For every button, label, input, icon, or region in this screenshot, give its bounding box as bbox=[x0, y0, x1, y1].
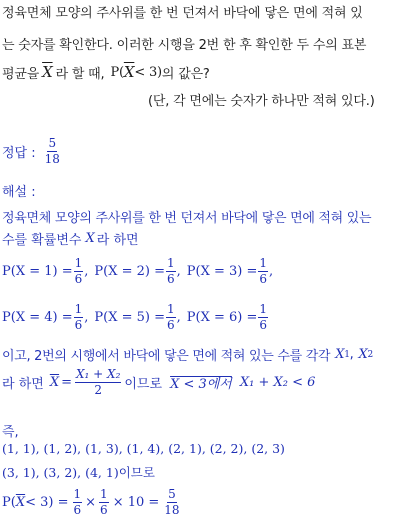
prob-open: P( bbox=[110, 64, 124, 80]
prob-condition: < 3) bbox=[134, 64, 162, 80]
final-result-den: 18 bbox=[164, 502, 180, 517]
solution-line-2 bbox=[2, 229, 139, 248]
final-times: × bbox=[85, 494, 97, 510]
final-result-fraction bbox=[163, 488, 180, 516]
solution-label: 해설 : bbox=[2, 185, 36, 200]
prob-num-3: 1 bbox=[259, 256, 268, 270]
solution-line-5 bbox=[2, 345, 373, 364]
mean-numerator: X₁ + X₂ bbox=[75, 367, 121, 381]
final-computation bbox=[2, 488, 182, 516]
question-line-1: 정육면체 모양의 주사위를 한 번 던져서 바닥에 닿은 면에 적혀 있 bbox=[2, 6, 363, 21]
question-line-3-end: 의 값은? bbox=[161, 66, 210, 82]
prob-den-6: 6 bbox=[259, 317, 268, 332]
answer-numerator: 5 bbox=[48, 136, 57, 150]
solution-line-6-mid: 이므로 bbox=[124, 376, 163, 392]
solution-pairs-line-1: (1, 1), (1, 2), (1, 3), (1, 4), (2, 1), (2, 2), (2, 3) bbox=[2, 441, 285, 456]
x2-subscript: 2 bbox=[367, 349, 373, 360]
x1-subscript: 1 bbox=[344, 349, 350, 360]
prob-den-3: 6 bbox=[259, 271, 268, 286]
prob-expr-2: P(X = 2) = bbox=[94, 263, 165, 279]
prob-expr-3: P(X = 3) = bbox=[186, 263, 258, 279]
prob-row-2 bbox=[2, 303, 269, 331]
question-line-3-pre: 평균을 bbox=[2, 66, 40, 82]
solution-line-6 bbox=[2, 368, 315, 396]
prob-frac-5 bbox=[166, 303, 176, 331]
equals-sign: = bbox=[61, 374, 72, 390]
final-f2-den: 6 bbox=[100, 502, 108, 517]
answer-fraction bbox=[44, 137, 61, 165]
prob-frac-4 bbox=[74, 303, 84, 331]
prob-row-1 bbox=[2, 257, 273, 285]
sum-inequality: X₁ + X₂ < 6 bbox=[239, 374, 316, 390]
random-variable-symbol: X bbox=[85, 231, 95, 246]
final-prob-open: P( bbox=[2, 494, 16, 510]
question-line-2: 는 숫자를 확인한다. 이러한 시행을 2번 한 후 확인한 두 수의 표본 bbox=[2, 38, 367, 53]
answer-row bbox=[2, 137, 62, 165]
prob-den-5: 6 bbox=[167, 317, 175, 332]
prob-frac-6 bbox=[258, 303, 268, 331]
solution-line-5-pre: 이고, 2번의 시행에서 바닥에 닿은 면에 적혀 있는 수를 각각 bbox=[2, 349, 331, 364]
prob-sep-3: , bbox=[269, 263, 274, 279]
prob-num-5: 1 bbox=[167, 302, 175, 316]
answer-denominator: 18 bbox=[44, 151, 60, 166]
prob-sep-4: , bbox=[84, 309, 89, 325]
final-f1-num: 1 bbox=[73, 487, 82, 501]
final-condition: < 3) = bbox=[25, 494, 69, 510]
prob-sep-1: , bbox=[84, 263, 89, 279]
prob-num-2: 1 bbox=[167, 256, 175, 270]
prob-num-1: 1 bbox=[74, 256, 83, 270]
x-separator: , bbox=[349, 347, 354, 362]
prob-frac-1 bbox=[74, 257, 84, 285]
prob-expr-5: P(X = 5) = bbox=[94, 309, 165, 325]
question-note: (단, 각 면에는 숫자가 하나만 적혀 있다.) bbox=[148, 94, 375, 109]
xbar-condition: X < 3에서 bbox=[170, 376, 232, 392]
answer-label: 정답 : bbox=[2, 145, 36, 161]
prob-expr-6: P(X = 6) = bbox=[186, 309, 258, 325]
solution-line-7: 즉, bbox=[2, 425, 19, 440]
final-xbar-symbol: $\overline{X}$ bbox=[15, 494, 26, 510]
sample-mean-symbol: $\overline{X}$ bbox=[42, 63, 53, 81]
prob-den-4: 6 bbox=[74, 317, 83, 332]
question-line-3-post: 라 할 때, bbox=[55, 66, 105, 82]
final-f2-num: 1 bbox=[100, 487, 108, 501]
xbar-symbol: $\overline{X}$ bbox=[49, 374, 60, 390]
final-result-num: 5 bbox=[168, 487, 176, 501]
prob-den-1: 6 bbox=[74, 271, 83, 286]
prob-num-6: 1 bbox=[259, 302, 268, 316]
solution-line-1: 정육면체 모양의 주사위를 한 번 던져서 바닥에 닿은 면에 적혀 있는 bbox=[2, 211, 372, 226]
mean-denominator: 2 bbox=[94, 382, 102, 397]
final-frac-2 bbox=[99, 488, 109, 516]
solution-line-6-pre: 라 하면 bbox=[2, 376, 44, 392]
final-f1-den: 6 bbox=[73, 502, 82, 517]
mean-fraction bbox=[75, 368, 121, 396]
solution-line-2-pre: 수를 확률변수 bbox=[2, 233, 82, 248]
final-frac-1 bbox=[73, 488, 83, 516]
prob-den-2: 6 bbox=[167, 271, 175, 286]
prob-expr-4: P(X = 4) = bbox=[2, 309, 73, 325]
prob-sep-5: , bbox=[176, 309, 181, 325]
x2-symbol: X bbox=[358, 347, 368, 362]
prob-sep-2: , bbox=[176, 263, 181, 279]
solution-pairs-line-2: (3, 1), (3, 2), (4, 1)이므로 bbox=[2, 465, 155, 480]
prob-expr-1: P(X = 1) = bbox=[2, 263, 73, 279]
x1-symbol: X bbox=[335, 347, 345, 362]
prob-frac-2 bbox=[166, 257, 176, 285]
solution-line-2-post: 라 하면 bbox=[96, 233, 139, 248]
question-line-3 bbox=[2, 60, 210, 84]
prob-frac-3 bbox=[258, 257, 268, 285]
final-mid: × 10 = bbox=[112, 494, 160, 510]
prob-num-4: 1 bbox=[74, 302, 83, 316]
prob-sample-mean-symbol: $\overline{X}$ bbox=[123, 63, 135, 81]
